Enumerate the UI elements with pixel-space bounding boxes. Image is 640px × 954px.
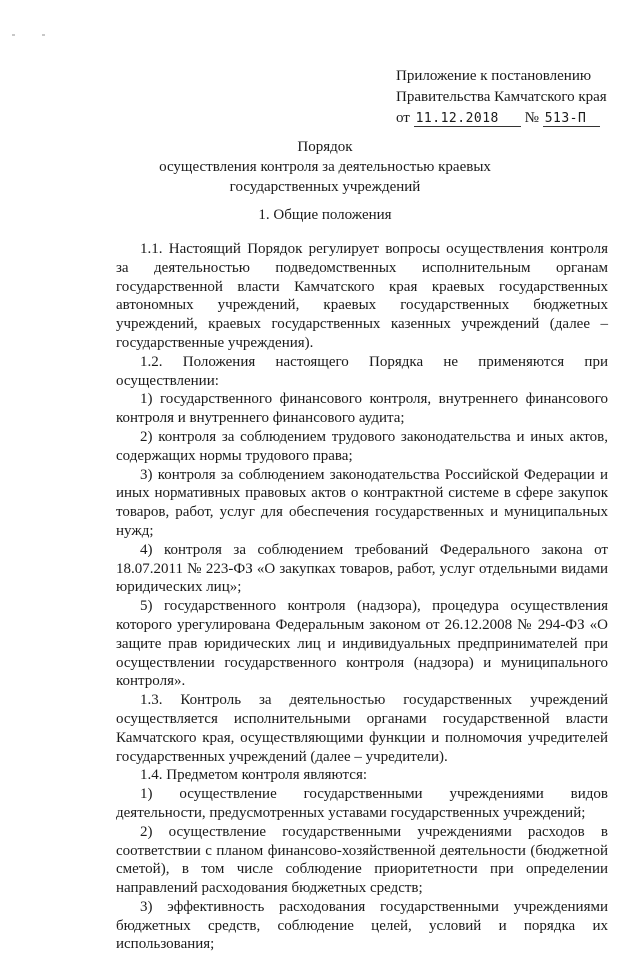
paragraph: 1.3. Контроль за деятельностью государственных учреждений осуществляется исполнительными органами государственной власти Камчатского края, осуществляющими функции и полномочия учредителей государственных учреждений (далее – учредители). xyxy=(116,692,608,765)
section-heading: 1. Общие положения xyxy=(258,207,392,223)
paragraph: 1.1. Настоящий Порядок регулирует вопросы осуществления контроля за деятельностью подведомственных исполнительным органам государственной власти Камчатского края краевых государственных автономных учреждений, краевых государственных бюджетных учреждений, краевых государственных казенных учреждений (далее – государственные учреждения). xyxy=(116,241,608,351)
decree-date: 11.12.2018 xyxy=(414,111,521,127)
list-item: 2) осуществление государственными учреждениями расходов в соответствии с планом финансово-хозяйственной деятельности (бюджетной сметой), в том числе соблюдение приоритетности при определении направлений расходования бюджетных средств; xyxy=(116,823,608,897)
decree-number: 513-П xyxy=(543,111,601,127)
scan-mark xyxy=(12,34,15,36)
number-label: № xyxy=(524,110,539,126)
title-line: осуществления контроля за деятельностью краевых xyxy=(159,159,491,175)
appendix-date-line xyxy=(396,108,632,129)
scan-mark xyxy=(42,34,45,36)
list-item: 1) осуществление государственными учреждениями видов деятельности, предусмотренных уставами государственных учреждений; xyxy=(116,786,608,821)
title-line: государственных учреждений xyxy=(229,179,421,195)
appendix-block xyxy=(396,66,632,129)
list-item: 5) государственного контроля (надзора), процедура осуществления которого урегулирована Федеральным законом от 26.12.2008 № 294-ФЗ «О защите прав юридических лиц и индивидуальных предпринимателей при осуществлении государственного контроля (надзора) и муниципального контроля». xyxy=(116,598,608,690)
appendix-line: Приложение к постановлению xyxy=(396,68,592,84)
appendix-line: Правительства Камчатского края xyxy=(396,89,607,105)
list-item: 2) контроля за соблюдением трудового законодательства и иных актов, содержащих нормы трудового права; xyxy=(116,428,608,464)
title-line: Порядок xyxy=(297,139,353,155)
document-title xyxy=(150,137,500,197)
list-item: 4) контроля за соблюдением требований Федерального закона от 18.07.2011 № 223-ФЗ «О закупках товаров, работ, услуг отдельными видами юридических лиц»; xyxy=(116,541,608,596)
list-item: 3) контроля за соблюдением законодательства Российской Федерации и иных нормативных правовых актов о контрактной системе в сфере закупок товаров, работ, услуг для обеспечения государственных и муниципальных нужд; xyxy=(116,466,608,539)
from-label: от xyxy=(396,110,410,126)
document-body xyxy=(116,240,608,954)
paragraph: 1.4. Предметом контроля являются: xyxy=(140,767,368,784)
list-item: 3) эффективность расходования государственными учреждениями бюджетных средств, соблюдение целей, условий и порядка их использования; xyxy=(116,898,608,953)
paragraph: 1.2. Положения настоящего Порядка не применяются при осуществлении: xyxy=(116,353,608,389)
list-item: 1) государственного финансового контроля, внутреннего финансового контроля и внутреннего финансового аудита; xyxy=(116,391,608,427)
